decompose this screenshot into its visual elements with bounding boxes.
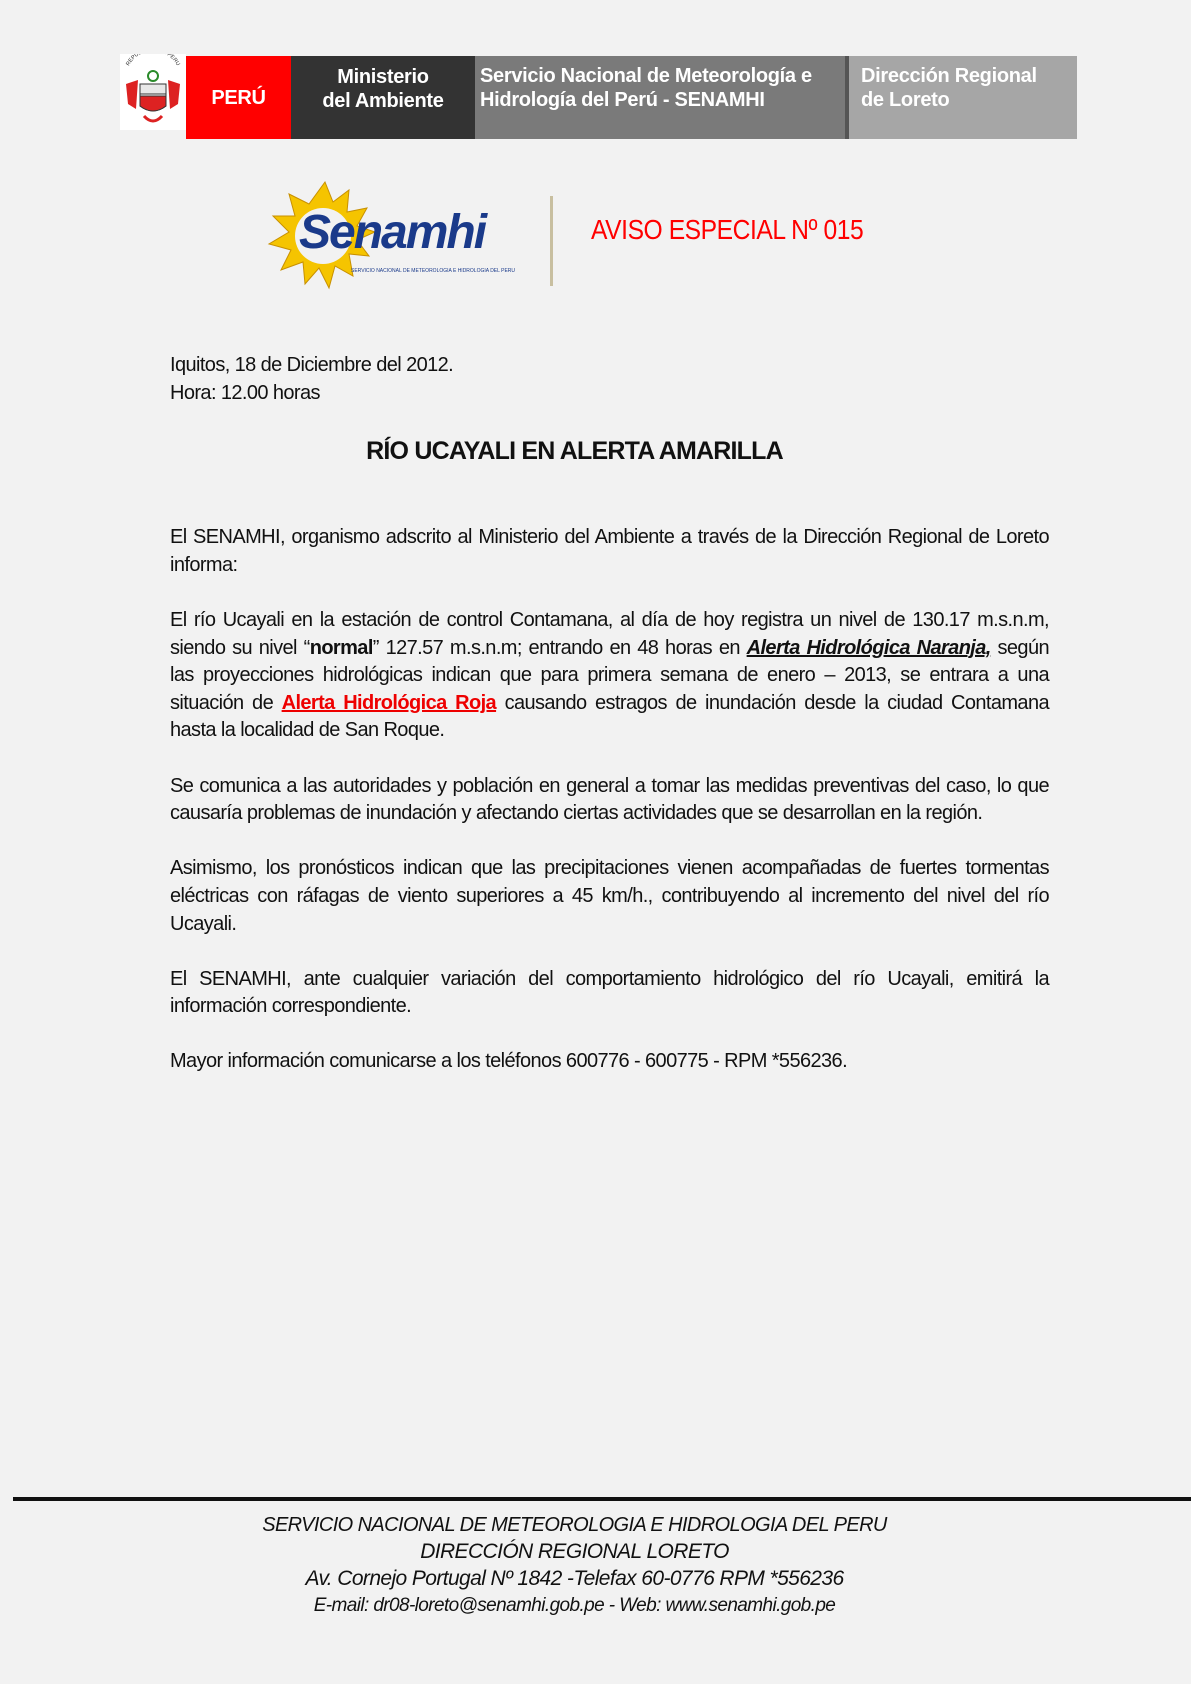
service-line1: Servicio Nacional de Meteorología e	[480, 65, 812, 87]
paragraph-contact: Mayor información comunicarse a los teléfonos 600776 - 600775 - RPM *556236.	[170, 1050, 848, 1073]
divider	[550, 196, 553, 286]
sun-logo-icon	[265, 180, 535, 300]
footer-line3: Av. Cornejo Portugal Nº 1842 -Telefax 60-0776 RPM *556236	[305, 1567, 844, 1590]
paragraph-intro: El SENAMHI, organismo adscrito al Ministerio del Ambiente a través de la Dirección Regional de Loreto informa:	[170, 526, 1049, 576]
crest-text-path: REPU PERU	[125, 54, 181, 68]
service-block	[475, 56, 849, 139]
notice-title: AVISO ESPECIAL Nº 015	[591, 214, 864, 245]
time-line: Hora: 12.00 horas	[170, 381, 320, 404]
p2-text-a: El río Ucayali en la estación de control Contamana, al día de hoy registra un nivel de 130.17 m.s.n.m, siendo su nivel “	[170, 608, 1049, 659]
ministry-line1: Ministerio	[337, 66, 429, 88]
logo-name: Senamhi	[299, 206, 486, 259]
logo-tagline: SERVICIO NACIONAL DE METEOROLOGIA E HIDROLOGIA DEL PERU	[351, 268, 516, 274]
peru-label	[186, 56, 291, 139]
red-alert-link: Alerta Hidrológica Roja	[281, 691, 497, 714]
coat-of-arms-icon	[120, 54, 186, 130]
footer-divider	[13, 1497, 1191, 1501]
notice-body	[170, 352, 1049, 1104]
date-line: Iquitos, 18 de Diciembre del 2012.	[170, 354, 454, 376]
regional-block	[849, 56, 1077, 139]
service-line2: Hidrología del Perú - SENAMHI	[480, 89, 765, 111]
paragraph-forecast: Asimismo, los pronósticos indican que las precipitaciones vienen acompañadas de fuertes tormentas eléctricas con ráfagas de viento superiores a 45 km/h., contribuyendo al incremento del nivel del río Ucayali.	[170, 857, 1049, 935]
country-text: PERÚ	[211, 86, 266, 109]
footer-line2: DIRECCIÓN REGIONAL LORETO	[420, 1540, 729, 1563]
orange-alert-link: Alerta Hidrológica Naranja,	[746, 636, 991, 659]
senamhi-logo	[265, 180, 535, 300]
footer-line1: SERVICIO NACIONAL DE METEOROLOGIA E HIDROLOGIA DEL PERU	[262, 1514, 887, 1536]
ministry-block	[291, 56, 475, 139]
normal-label: normal	[309, 636, 373, 659]
paragraph-level	[170, 607, 1049, 745]
regional-line1: Dirección Regional	[861, 65, 1037, 87]
p2-text-d: causando estragos de inundación desde la ciudad Contamana hasta la localidad de San Roque.	[170, 691, 1049, 742]
footer-line4: E-mail: dr08-loreto@senamhi.gob.pe - Web: www.senamhi.gob.pe	[313, 1595, 836, 1616]
paragraph-senamhi: El SENAMHI, ante cualquier variación del comportamiento hidrológico del río Ucayali, emitirá la información correspondiente.	[170, 967, 1049, 1018]
paragraph-authorities: Se comunica a las autoridades y población en general a tomar las medidas preventivas del caso, lo que causaría problemas de inundación y afectando ciertas actividades que se desarrollan en la región.	[170, 774, 1049, 825]
crest-text	[125, 54, 180, 67]
p2-text-c: según las proyecciones hidrológicas indican que para primera semana de enero – 2013, se entrara a una situación de	[170, 636, 1049, 714]
p2-text-b: ” 127.57 m.s.n.m; entrando en 48 horas en	[372, 636, 747, 659]
ministry-line2: del Ambiente	[322, 90, 444, 112]
regional-line2: de Loreto	[861, 89, 950, 111]
headline: RÍO UCAYALI EN ALERTA AMARILLA	[366, 437, 783, 466]
peru-coat-of-arms	[120, 54, 186, 130]
